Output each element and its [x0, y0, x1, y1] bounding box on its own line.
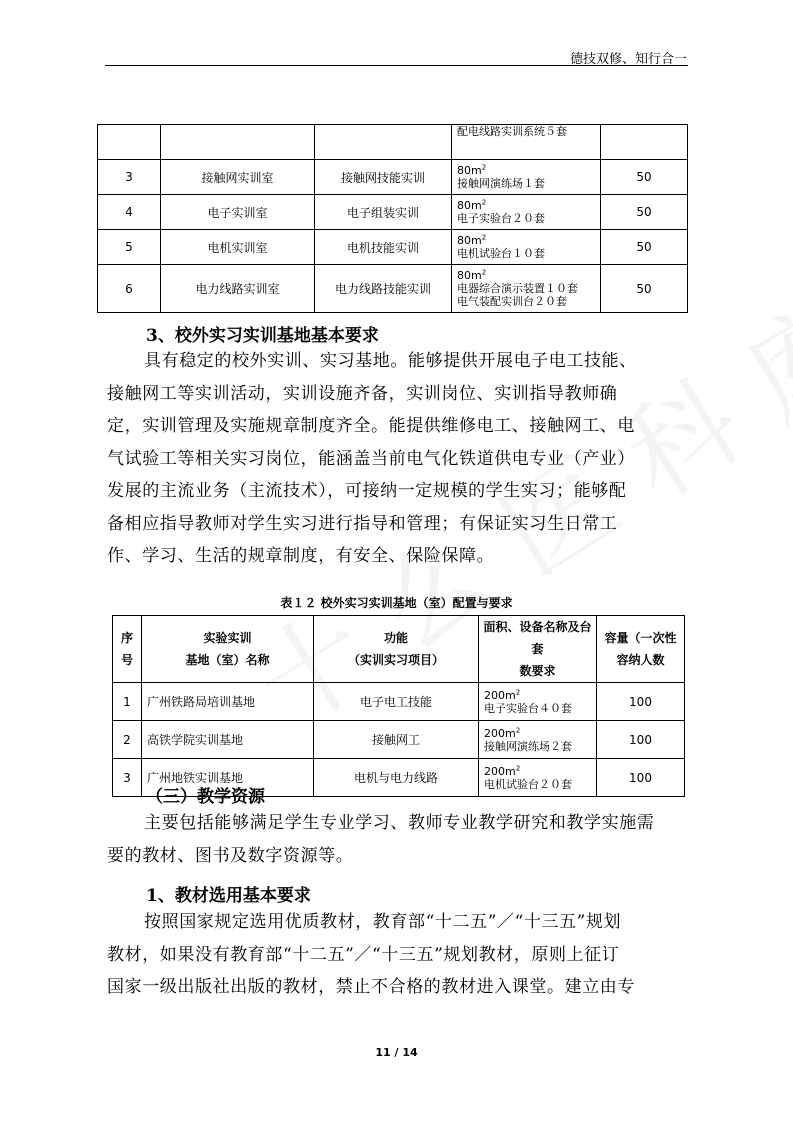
- cell-capacity: 100: [597, 721, 685, 759]
- page-number: 11 / 14: [375, 1046, 418, 1059]
- text-line: 接触网工等实训活动，实训设施齐备，实训岗位、实训指导教师确: [107, 383, 618, 404]
- header-motto: 德技双修、知行合一: [569, 52, 687, 67]
- table-row: [98, 195, 688, 230]
- equip-line: 电子实验台２０套: [457, 212, 545, 225]
- cell-equipment: $200m^2$ 接触网演练场２套: [479, 721, 597, 759]
- section-heading: （三）教学资源: [146, 787, 265, 807]
- header-capacity: 容量（一次性 容纳人数: [597, 616, 685, 683]
- cell-no: 4: [98, 195, 161, 230]
- cell-no: [98, 125, 161, 160]
- header-equipment: 面积、设备名称及台套 数要求: [479, 616, 597, 683]
- equip-line: 电子实验台４０套: [484, 701, 572, 715]
- table-row: [113, 721, 685, 759]
- cell-function: 电力线路技能实训: [315, 265, 452, 313]
- text-line: 要的教材、图书及数字资源等。: [107, 845, 354, 866]
- cell-room: 电子实训室: [161, 195, 315, 230]
- header-base: 实验实训 基地（室）名称: [142, 616, 314, 683]
- cell-base: 广州地铁实训基地: [142, 759, 314, 797]
- cell-function: 电机与电力线路: [314, 759, 479, 797]
- section-heading: 1、教材选用基本要求: [146, 886, 311, 906]
- equip-area: 200m: [484, 764, 516, 778]
- section-heading: 3、校外实习实训基地基本要求: [146, 326, 379, 346]
- table-row: [113, 683, 685, 721]
- cell-equipment: $80m^2$ 接触网演练场１套: [452, 160, 601, 195]
- cell-base: 广州铁路局培训基地: [142, 683, 314, 721]
- paragraph: [107, 807, 687, 872]
- paragraph: [107, 345, 687, 573]
- text-line: 教材，如果没有教育部“十二五”／“十三五”规划教材，原则上征订: [107, 944, 620, 965]
- text-line: 作、学习、生活的规章制度，有安全、保险保障。: [107, 546, 495, 566]
- cell-function: 电机技能实训: [315, 230, 452, 265]
- cell-function: 电子组装实训: [315, 195, 452, 230]
- equip-line: 配电线路实训系统５套: [457, 125, 567, 138]
- equip-line: 接触网演练场２套: [484, 739, 572, 753]
- cell-function: [315, 125, 452, 160]
- cell-no: 3: [98, 160, 161, 195]
- cell-equipment: $200m^2$ 电子实验台４０套: [479, 683, 597, 721]
- equip-area: 200m: [484, 688, 516, 702]
- cell-room: 接触网实训室: [161, 160, 315, 195]
- offsite-base-table: [112, 615, 685, 797]
- paragraph: [107, 906, 687, 1004]
- equip-area: 80m: [457, 164, 482, 177]
- cell-capacity: 50: [601, 160, 688, 195]
- equip-line: 电机试验台２０套: [484, 777, 572, 791]
- equip-area: 80m: [457, 234, 482, 247]
- equip-area: 80m: [457, 269, 482, 282]
- cell-equipment: $80m^2$ 电机试验台１０套: [452, 230, 601, 265]
- header-function: 功能 （实训实习项目）: [314, 616, 479, 683]
- cell-function: 接触网技能实训: [315, 160, 452, 195]
- cell-base: 高铁学院实训基地: [142, 721, 314, 759]
- cell-no: 3: [113, 759, 142, 797]
- text-line: 定，实训管理及实施规章制度齐全。能提供维修电工、接触网工、电: [107, 416, 635, 436]
- equip-area: 80m: [457, 199, 482, 212]
- cell-capacity: [601, 125, 688, 160]
- cell-no: 6: [98, 265, 161, 313]
- table-caption: 表１２ 校外实习实训基地（室）配置与要求: [280, 596, 513, 610]
- cell-capacity: 50: [601, 265, 688, 313]
- equip-area: 200m: [484, 726, 516, 740]
- table-row: [98, 125, 688, 160]
- cell-equipment: $200m^2$ 电机试验台２０套: [479, 759, 597, 797]
- cell-capacity: 100: [597, 683, 685, 721]
- equip-line: 电器综合演示装置１０套: [457, 282, 578, 295]
- table-header-row: [113, 616, 685, 683]
- header-no: 序 号: [113, 616, 142, 683]
- table-row: [98, 265, 688, 313]
- text-line: 具有稳定的校外实训、实习基地。能够提供开展电子电工技能、: [144, 351, 637, 371]
- cell-function: 接触网工: [314, 721, 479, 759]
- training-room-table: [97, 124, 688, 313]
- cell-no: 2: [113, 721, 142, 759]
- equip-line: 接触网演练场１套: [457, 177, 545, 190]
- cell-room: 电力线路实训室: [161, 265, 315, 313]
- text-line: 按照国家规定选用优质教材，教育部“十二五”／“十三五”规划: [144, 912, 622, 932]
- header-rule: [105, 65, 688, 66]
- cell-capacity: 50: [601, 230, 688, 265]
- cell-function: 电子电工技能: [314, 683, 479, 721]
- cell-capacity: 50: [601, 195, 688, 230]
- text-line: 发展的主流业务（主流技术），可接纳一定规模的学生实习；能够配: [107, 481, 627, 501]
- text-line: 国家一级出版社出版的教材，禁止不合格的教材进入课堂。建立由专: [107, 977, 635, 997]
- equip-line: 电机试验台１０套: [457, 247, 545, 260]
- cell-room: 电机实训室: [161, 230, 315, 265]
- text-line: 备相应指导教师对学生实习进行指导和管理；有保证实习生日常工: [107, 513, 618, 534]
- cell-capacity: 100: [597, 759, 685, 797]
- cell-room: [161, 125, 315, 160]
- cell-equipment: [452, 125, 601, 160]
- cell-no: 1: [113, 683, 142, 721]
- table-row: [98, 160, 688, 195]
- cell-equipment: $80m^2$ 电器综合演示装置１０套 电气装配实训台２０套: [452, 265, 601, 313]
- cell-no: 5: [98, 230, 161, 265]
- cell-equipment: $80m^2$ 电子实验台２０套: [452, 195, 601, 230]
- text-line: 气试验工等相关实习岗位，能涵盖当前电气化铁道供电专业（产业）: [107, 448, 635, 469]
- table-row: [98, 230, 688, 265]
- equip-line: 电气装配实训台２０套: [457, 295, 567, 308]
- text-line: 主要包括能够满足学生专业学习、教师专业教学研究和教学实施需: [144, 813, 655, 833]
